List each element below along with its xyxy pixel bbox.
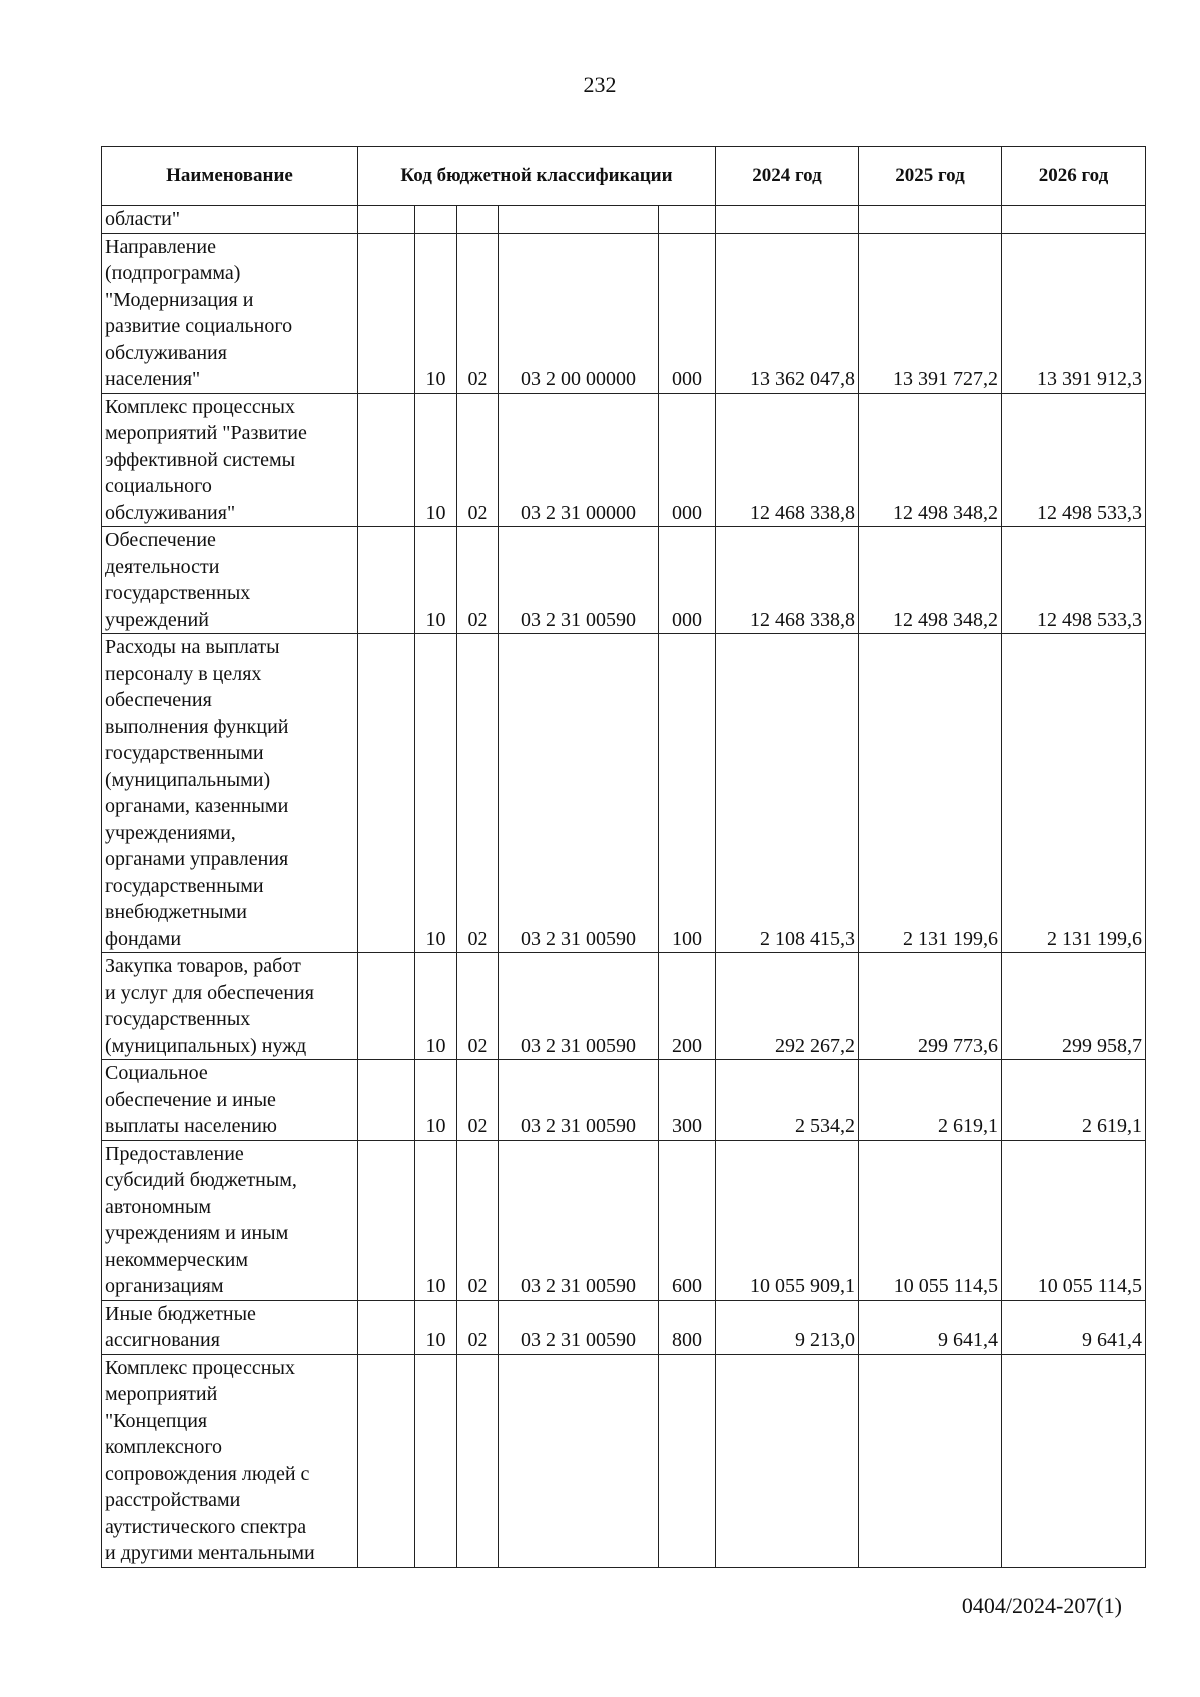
row-2024-cell: 12 468 338,8 [716,527,859,634]
row-2026-cell: 2 131 199,6 [1002,634,1146,953]
row-expense-type-cell [659,1354,716,1567]
row-section-cell: 10 [415,1300,457,1354]
row-subsection-cell: 02 [457,1060,499,1141]
row-blank-cell [358,634,415,953]
row-2025-cell: 299 773,6 [859,953,1002,1060]
row-2024-cell: 9 213,0 [716,1300,859,1354]
document-code: 0404/2024-207(1) [961,1593,1122,1618]
row-2025-cell: 12 498 348,2 [859,393,1002,527]
row-2024-cell: 2 534,2 [716,1060,859,1141]
row-subsection-cell [457,206,499,234]
table-row [102,634,1146,953]
row-blank-cell [358,233,415,393]
row-subsection-cell: 02 [457,393,499,527]
row-section-cell: 10 [415,1060,457,1141]
table-row [102,393,1146,527]
row-name-cell: Закупка товаров, работ и услуг для обеспечения государственных (муниципальных) нужд [102,953,358,1060]
header-2026: 2026 год [1002,147,1146,206]
row-2025-cell: 13 391 727,2 [859,233,1002,393]
row-2026-cell: 12 498 533,3 [1002,527,1146,634]
table-row [102,953,1146,1060]
row-subsection-cell: 02 [457,634,499,953]
row-target-article-cell [499,1354,659,1567]
row-section-cell: 10 [415,233,457,393]
row-2025-cell: 12 498 348,2 [859,527,1002,634]
header-2025: 2025 год [859,147,1002,206]
row-subsection-cell: 02 [457,527,499,634]
row-blank-cell [358,953,415,1060]
row-blank-cell [358,527,415,634]
row-expense-type-cell: 000 [659,233,716,393]
row-blank-cell [358,1140,415,1300]
row-2024-cell: 12 468 338,8 [716,393,859,527]
row-2026-cell [1002,206,1146,234]
row-2026-cell: 2 619,1 [1002,1060,1146,1141]
row-subsection-cell [457,1354,499,1567]
page-number: 232 [583,72,617,97]
row-expense-type-cell: 200 [659,953,716,1060]
row-blank-cell [358,393,415,527]
row-2025-cell: 10 055 114,5 [859,1140,1002,1300]
table-row [102,233,1146,393]
table-row [102,527,1146,634]
row-target-article-cell: 03 2 31 00590 [499,1140,659,1300]
row-name-cell: Предоставление субсидий бюджетным, автономным учреждениям и иным некоммерческим организациям [102,1140,358,1300]
row-section-cell: 10 [415,527,457,634]
row-blank-cell [358,1354,415,1567]
row-2024-cell: 13 362 047,8 [716,233,859,393]
row-2026-cell: 13 391 912,3 [1002,233,1146,393]
row-section-cell [415,206,457,234]
row-target-article-cell: 03 2 31 00590 [499,1300,659,1354]
row-target-article-cell: 03 2 31 00590 [499,634,659,953]
row-name-cell: Комплекс процессных мероприятий "Развитие эффективной системы социального обслуживания" [102,393,358,527]
row-section-cell: 10 [415,1140,457,1300]
row-name-cell: Расходы на выплаты персоналу в целях обеспечения выполнения функций государственными (муниципальными) органами, казенными учреждениями, органами управления государственными внебюджетными фондами [102,634,358,953]
table-row [102,1354,1146,1567]
table-row [102,1300,1146,1354]
row-target-article-cell: 03 2 31 00590 [499,953,659,1060]
row-blank-cell [358,206,415,234]
row-target-article-cell: 03 2 31 00000 [499,393,659,527]
row-blank-cell [358,1300,415,1354]
table-row [102,1060,1146,1141]
row-section-cell: 10 [415,953,457,1060]
row-2026-cell: 12 498 533,3 [1002,393,1146,527]
table-body [102,206,1146,1568]
row-target-article-cell [499,206,659,234]
row-2024-cell [716,1354,859,1567]
row-expense-type-cell: 800 [659,1300,716,1354]
row-expense-type-cell: 100 [659,634,716,953]
row-name-cell: области" [102,206,358,234]
row-2024-cell: 2 108 415,3 [716,634,859,953]
row-expense-type-cell: 000 [659,527,716,634]
row-section-cell: 10 [415,393,457,527]
row-subsection-cell: 02 [457,233,499,393]
row-subsection-cell: 02 [457,953,499,1060]
row-2026-cell: 299 958,7 [1002,953,1146,1060]
header-2024: 2024 год [716,147,859,206]
row-name-cell: Иные бюджетные ассигнования [102,1300,358,1354]
row-2025-cell: 2 131 199,6 [859,634,1002,953]
row-2026-cell: 10 055 114,5 [1002,1140,1146,1300]
row-expense-type-cell: 000 [659,393,716,527]
row-name-cell: Комплекс процессных мероприятий "Концепция комплексного сопровождения людей с расстройствами аутистического спектра и другими ментальными [102,1354,358,1567]
row-target-article-cell: 03 2 31 00590 [499,1060,659,1141]
budget-table [101,146,1146,1568]
row-blank-cell [358,1060,415,1141]
row-2024-cell: 292 267,2 [716,953,859,1060]
header-name: Наименование [102,147,358,206]
table-row [102,1140,1146,1300]
row-section-cell [415,1354,457,1567]
header-row [102,147,1146,206]
table-row [102,206,1146,234]
row-expense-type-cell: 300 [659,1060,716,1141]
row-2026-cell [1002,1354,1146,1567]
row-2026-cell: 9 641,4 [1002,1300,1146,1354]
row-expense-type-cell: 600 [659,1140,716,1300]
row-subsection-cell: 02 [457,1300,499,1354]
row-2025-cell: 2 619,1 [859,1060,1002,1141]
row-target-article-cell: 03 2 00 00000 [499,233,659,393]
row-subsection-cell: 02 [457,1140,499,1300]
row-name-cell: Направление (подпрограмма) "Модернизация и развитие социального обслуживания населения" [102,233,358,393]
row-expense-type-cell [659,206,716,234]
row-2025-cell: 9 641,4 [859,1300,1002,1354]
row-2025-cell [859,206,1002,234]
row-name-cell: Обеспечение деятельности государственных учреждений [102,527,358,634]
row-2025-cell [859,1354,1002,1567]
row-2024-cell: 10 055 909,1 [716,1140,859,1300]
row-2024-cell [716,206,859,234]
row-name-cell: Социальное обеспечение и иные выплаты населению [102,1060,358,1141]
row-target-article-cell: 03 2 31 00590 [499,527,659,634]
header-code: Код бюджетной классификации [358,147,716,206]
row-section-cell: 10 [415,634,457,953]
